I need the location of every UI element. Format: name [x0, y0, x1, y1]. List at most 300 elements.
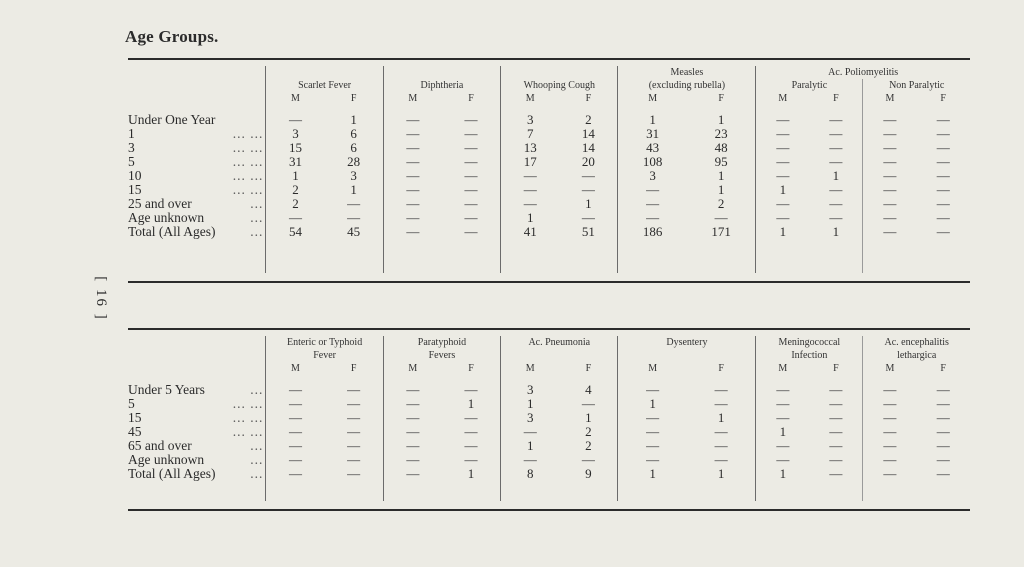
table-cell: 1 — [501, 211, 560, 225]
table-cell: — — [756, 383, 810, 397]
table-cell: — — [936, 224, 950, 239]
table-cell: — — [581, 210, 595, 225]
table-cell: 1 — [467, 466, 475, 481]
table-cell: 31 — [618, 127, 687, 141]
table-cell: — — [266, 113, 325, 127]
table-cell: 1 — [266, 169, 325, 183]
f-header: F — [718, 93, 724, 104]
table-cell: 2 — [266, 183, 325, 197]
table-cell: — — [266, 411, 325, 425]
table-cell: — — [618, 183, 687, 197]
table-cell: — — [829, 140, 843, 155]
encephalitis-header-line2: lethargica — [863, 349, 970, 362]
table-cell: 28 — [347, 154, 361, 169]
table-cell: — — [464, 210, 478, 225]
leader-dots: ... ... — [232, 154, 264, 169]
table-cell: — — [756, 155, 810, 169]
m-header: M — [501, 362, 560, 375]
table-cell: — — [863, 169, 917, 183]
table-cell: — — [936, 382, 950, 397]
table-row — [128, 425, 970, 439]
row-label — [128, 411, 266, 425]
table-cell: — — [383, 155, 442, 169]
table-cell: 1 — [717, 168, 725, 183]
table-cell: 1 — [350, 182, 357, 197]
diphtheria-header: Diphtheria — [383, 79, 500, 92]
table-cell: — — [581, 182, 595, 197]
table-row — [128, 183, 970, 197]
table-cell: — — [266, 425, 325, 439]
m-header: M — [383, 92, 442, 105]
paratyphoid-header-line2: Fevers — [383, 349, 500, 362]
table-cell: — — [863, 183, 917, 197]
table-cell: 48 — [714, 140, 728, 155]
row-label-text: Under One Year — [128, 112, 216, 127]
leader-dots: ... — [250, 224, 264, 239]
table-cell: — — [829, 382, 843, 397]
table-cell: — — [383, 141, 442, 155]
row-label-text: Total (All Ages) — [128, 224, 216, 239]
table-cell: — — [347, 424, 361, 439]
f-header: F — [585, 93, 592, 104]
table-cell: 2 — [585, 438, 592, 453]
page-title: Age Groups. — [125, 27, 219, 46]
row-label — [128, 425, 266, 439]
leader-dots: ... ... — [232, 140, 264, 155]
f-header: F — [585, 363, 592, 374]
table-cell: — — [266, 383, 325, 397]
table-cell: — — [829, 410, 843, 425]
f-header: F — [350, 93, 357, 104]
row-label — [128, 113, 266, 127]
table-cell: 3 — [350, 168, 357, 183]
table-cell: 2 — [585, 112, 592, 127]
paratyphoid-header-line1: Paratyphoid — [383, 336, 500, 349]
table-cell: — — [618, 439, 687, 453]
table-cell: — — [618, 211, 687, 225]
table-cell: — — [618, 425, 687, 439]
header-row-group — [128, 66, 970, 79]
table-cell: 4 — [585, 382, 592, 397]
table-cell: — — [383, 383, 442, 397]
f-header: F — [940, 93, 946, 104]
table-cell: — — [936, 452, 950, 467]
row-label — [128, 169, 266, 183]
table-cell: — — [936, 396, 950, 411]
table-cell: — — [829, 438, 843, 453]
table-cell: — — [581, 396, 595, 411]
table-cell: — — [618, 453, 687, 467]
m-header: M — [618, 362, 687, 375]
table-cell: 1 — [756, 225, 810, 239]
table-cell: — — [383, 453, 442, 467]
table-cell: — — [829, 196, 843, 211]
table-cell: 1 — [717, 182, 725, 197]
leader-dots: ... — [250, 438, 264, 453]
age-groups-table-1 — [128, 58, 970, 283]
table-cell: 9 — [585, 466, 592, 481]
table-cell: — — [347, 452, 361, 467]
table-cell: — — [936, 112, 950, 127]
table-cell: — — [829, 182, 843, 197]
measles-header-line1: Measles — [618, 66, 756, 79]
measles-header-line2: (excluding rubella) — [618, 79, 756, 92]
row-label-text: Under 5 Years — [128, 382, 205, 397]
table-cell: — — [347, 410, 361, 425]
table-cell: — — [383, 113, 442, 127]
row-label-text: 5 — [128, 154, 135, 169]
table-cell: 20 — [581, 154, 595, 169]
table-cell: — — [383, 425, 442, 439]
table-row — [128, 197, 970, 211]
leader-dots: ... ... — [232, 410, 264, 425]
table-cell: — — [581, 168, 595, 183]
table-2-body — [128, 383, 970, 481]
table-cell: — — [863, 383, 917, 397]
m-header: M — [756, 92, 810, 105]
leader-dots: ... ... — [232, 182, 264, 197]
polio-paralytic-header: Paralytic — [756, 79, 863, 92]
table-cell: — — [936, 140, 950, 155]
table-cell: — — [863, 397, 917, 411]
row-label-text: 15 — [128, 410, 142, 425]
table-cell: — — [863, 439, 917, 453]
table-cell: 13 — [501, 141, 560, 155]
row-label — [128, 397, 266, 411]
table-cell: — — [347, 466, 361, 481]
table-cell: — — [347, 438, 361, 453]
table-row — [128, 211, 970, 225]
table-1-body — [128, 113, 970, 239]
meningococcal-header-line2: Infection — [756, 349, 863, 362]
table-cell: 186 — [618, 225, 687, 239]
table-cell: — — [383, 439, 442, 453]
table-cell: — — [829, 126, 843, 141]
table-cell: — — [266, 397, 325, 411]
table-cell: — — [501, 183, 560, 197]
table-row — [128, 411, 970, 425]
m-header: M — [383, 362, 442, 375]
table-cell: — — [829, 154, 843, 169]
table-cell: — — [863, 155, 917, 169]
leader-dots: ... ... — [232, 126, 264, 141]
table-cell: — — [464, 224, 478, 239]
table-cell: 3 — [501, 383, 560, 397]
table-cell: — — [383, 197, 442, 211]
row-label-text: Total (All Ages) — [128, 466, 216, 481]
table-cell: 15 — [266, 141, 325, 155]
row-label — [128, 467, 266, 481]
table-cell: — — [936, 196, 950, 211]
m-header: M — [863, 362, 917, 375]
table-cell: — — [618, 383, 687, 397]
table-cell: 45 — [347, 224, 361, 239]
table-cell: 1 — [501, 397, 560, 411]
row-label — [128, 127, 266, 141]
table-cell: — — [756, 113, 810, 127]
f-header: F — [940, 363, 946, 374]
table-cell: — — [464, 196, 478, 211]
table-cell: — — [383, 127, 442, 141]
header-row-sex — [128, 362, 970, 375]
table-cell: 17 — [501, 155, 560, 169]
table-cell: 3 — [266, 127, 325, 141]
table-cell: — — [756, 453, 810, 467]
table-cell: — — [756, 141, 810, 155]
table-cell: — — [618, 411, 687, 425]
table-cell: — — [756, 169, 810, 183]
leader-dots: ... — [250, 452, 264, 467]
table-cell: — — [501, 169, 560, 183]
row-label — [128, 183, 266, 197]
table-cell: — — [501, 453, 560, 467]
table-cell: 6 — [350, 126, 357, 141]
meningococcal-header-line1: Meningococcal — [756, 336, 863, 349]
table-cell: — — [756, 127, 810, 141]
table-cell: — — [347, 210, 361, 225]
table-cell: — — [936, 466, 950, 481]
table-cell: — — [863, 211, 917, 225]
table-cell: — — [714, 382, 728, 397]
leader-dots: ... — [250, 466, 264, 481]
row-label — [128, 439, 266, 453]
header-row-disease-line1 — [128, 336, 970, 349]
table-cell: 43 — [618, 141, 687, 155]
table-cell: 1 — [585, 410, 592, 425]
row-label-text: 45 — [128, 424, 142, 439]
leader-dots: ... ... — [232, 396, 264, 411]
table-cell: 108 — [618, 155, 687, 169]
m-header: M — [863, 92, 917, 105]
side-page-number: [ 16 ] — [92, 276, 109, 321]
table-cell: — — [756, 397, 810, 411]
table-cell: — — [464, 382, 478, 397]
row-label — [128, 225, 266, 239]
table-cell: 1 — [717, 410, 725, 425]
table-cell: — — [714, 424, 728, 439]
f-header: F — [350, 363, 357, 374]
table-cell: — — [863, 113, 917, 127]
age-groups-table-2 — [128, 328, 970, 511]
table-cell: 3 — [618, 169, 687, 183]
table-cell: — — [936, 126, 950, 141]
table-cell: 31 — [266, 155, 325, 169]
table-cell: — — [756, 211, 810, 225]
pneumonia-header: Ac. Pneumonia — [501, 336, 618, 349]
table-cell: 2 — [717, 196, 725, 211]
polio-non-paralytic-header: Non Paralytic — [863, 79, 970, 92]
table-cell: 1 — [756, 183, 810, 197]
table-row — [128, 439, 970, 453]
table-cell: 7 — [501, 127, 560, 141]
table-cell: 1 — [618, 467, 687, 481]
table-cell: 1 — [350, 112, 357, 127]
table-cell: 3 — [501, 411, 560, 425]
table-row — [128, 169, 970, 183]
table-cell: — — [383, 411, 442, 425]
table-cell: — — [936, 154, 950, 169]
f-header: F — [833, 363, 839, 374]
f-header: F — [468, 93, 474, 104]
header-row-disease-line2 — [128, 349, 970, 362]
table-cell: — — [464, 154, 478, 169]
table-cell: — — [756, 411, 810, 425]
table-cell: — — [936, 424, 950, 439]
row-label-text: 1 — [128, 126, 135, 141]
table-cell: — — [863, 425, 917, 439]
m-header: M — [266, 362, 325, 375]
leader-dots: ... — [250, 382, 264, 397]
table-cell: 51 — [581, 224, 595, 239]
table-cell: — — [714, 452, 728, 467]
table-cell: — — [936, 182, 950, 197]
table-cell: — — [347, 382, 361, 397]
table-cell: — — [383, 467, 442, 481]
m-header: M — [756, 362, 810, 375]
table-cell: — — [756, 197, 810, 211]
table-cell: — — [383, 169, 442, 183]
row-label-text: Age unknown — [128, 452, 205, 467]
row-label — [128, 197, 266, 211]
table-cell: 3 — [501, 113, 560, 127]
table-cell: — — [714, 438, 728, 453]
table-row — [128, 155, 970, 169]
table-row — [128, 383, 970, 397]
table-cell: — — [829, 112, 843, 127]
table-cell: — — [464, 112, 478, 127]
table-cell: 14 — [581, 126, 595, 141]
table-cell: — — [464, 410, 478, 425]
row-label-text: 15 — [128, 182, 142, 197]
table-cell: 1 — [618, 397, 687, 411]
row-label-text: 25 and over — [128, 196, 192, 211]
table-cell: — — [581, 452, 595, 467]
header-row-disease — [128, 79, 970, 92]
table-cell: — — [464, 182, 478, 197]
header-row-sex — [128, 92, 970, 105]
dysentery-header: Dysentery — [618, 336, 756, 349]
table-cell: — — [266, 453, 325, 467]
table-row — [128, 397, 970, 411]
table-cell: 23 — [714, 126, 728, 141]
row-label — [128, 211, 266, 225]
table-cell: — — [829, 396, 843, 411]
table-cell: — — [863, 467, 917, 481]
table-cell: — — [383, 397, 442, 411]
table-cell: — — [618, 197, 687, 211]
leader-dots: ... — [250, 210, 264, 225]
table-cell: 1 — [717, 112, 725, 127]
table-cell: — — [501, 425, 560, 439]
row-label-text: 5 — [128, 396, 135, 411]
m-header: M — [501, 92, 560, 105]
table-cell: — — [464, 168, 478, 183]
table-row — [128, 141, 970, 155]
table-row — [128, 225, 970, 239]
table-cell: — — [756, 439, 810, 453]
table-cell: — — [464, 452, 478, 467]
scarlet-fever-header: Scarlet Fever — [266, 79, 383, 92]
table-cell: — — [829, 424, 843, 439]
table-cell: — — [863, 127, 917, 141]
table-cell: 8 — [501, 467, 560, 481]
table-cell: — — [829, 210, 843, 225]
table-row — [128, 113, 970, 127]
row-label-text: 10 — [128, 168, 142, 183]
table-cell: — — [266, 211, 325, 225]
table-cell: 41 — [501, 225, 560, 239]
table-cell: — — [863, 141, 917, 155]
table-cell: 2 — [266, 197, 325, 211]
leader-dots: ... ... — [232, 168, 264, 183]
table-cell: 1 — [756, 467, 810, 481]
table-cell: 1 — [501, 439, 560, 453]
f-header: F — [718, 363, 724, 374]
enteric-header-line1: Enteric or Typhoid — [266, 336, 383, 349]
f-header: F — [833, 93, 839, 104]
table-cell: 1 — [832, 168, 840, 183]
table-cell: — — [936, 410, 950, 425]
table-cell: — — [266, 439, 325, 453]
row-label — [128, 141, 266, 155]
table-cell: — — [936, 168, 950, 183]
leader-dots: ... ... — [232, 424, 264, 439]
table-cell: 1 — [756, 425, 810, 439]
enteric-header-line2: Fever — [266, 349, 383, 362]
table-cell: — — [714, 210, 728, 225]
table-cell: — — [829, 466, 843, 481]
table-cell: — — [464, 126, 478, 141]
table-cell: — — [863, 225, 917, 239]
table-cell: — — [347, 196, 361, 211]
m-header: M — [618, 92, 687, 105]
table-row — [128, 467, 970, 481]
table-cell: — — [936, 210, 950, 225]
table-cell: 6 — [350, 140, 357, 155]
table-cell: 1 — [585, 196, 592, 211]
table-cell: 95 — [714, 154, 728, 169]
table-cell: — — [863, 197, 917, 211]
table-row — [128, 127, 970, 141]
table-cell: 14 — [581, 140, 595, 155]
row-label-text: 65 and over — [128, 438, 192, 453]
table-cell: — — [383, 225, 442, 239]
table-cell: — — [347, 396, 361, 411]
table-cell: — — [266, 467, 325, 481]
table-cell: — — [464, 140, 478, 155]
row-label — [128, 155, 266, 169]
row-label-text: 3 — [128, 140, 135, 155]
table-cell: 171 — [711, 224, 731, 239]
table-cell: — — [383, 211, 442, 225]
row-label — [128, 453, 266, 467]
row-label-text: Age unknown — [128, 210, 205, 225]
table-cell: — — [464, 438, 478, 453]
f-header: F — [468, 363, 474, 374]
table-cell: — — [383, 183, 442, 197]
row-label — [128, 383, 266, 397]
table-cell: — — [714, 396, 728, 411]
table-cell: 54 — [266, 225, 325, 239]
table-row — [128, 453, 970, 467]
table-cell: — — [863, 453, 917, 467]
whooping-cough-header: Whooping Cough — [501, 79, 618, 92]
m-header: M — [266, 92, 325, 105]
polio-group-header: Ac. Poliomyelitis — [756, 66, 970, 79]
table-cell: 1 — [832, 224, 840, 239]
table-cell: — — [936, 438, 950, 453]
table-cell: — — [829, 452, 843, 467]
